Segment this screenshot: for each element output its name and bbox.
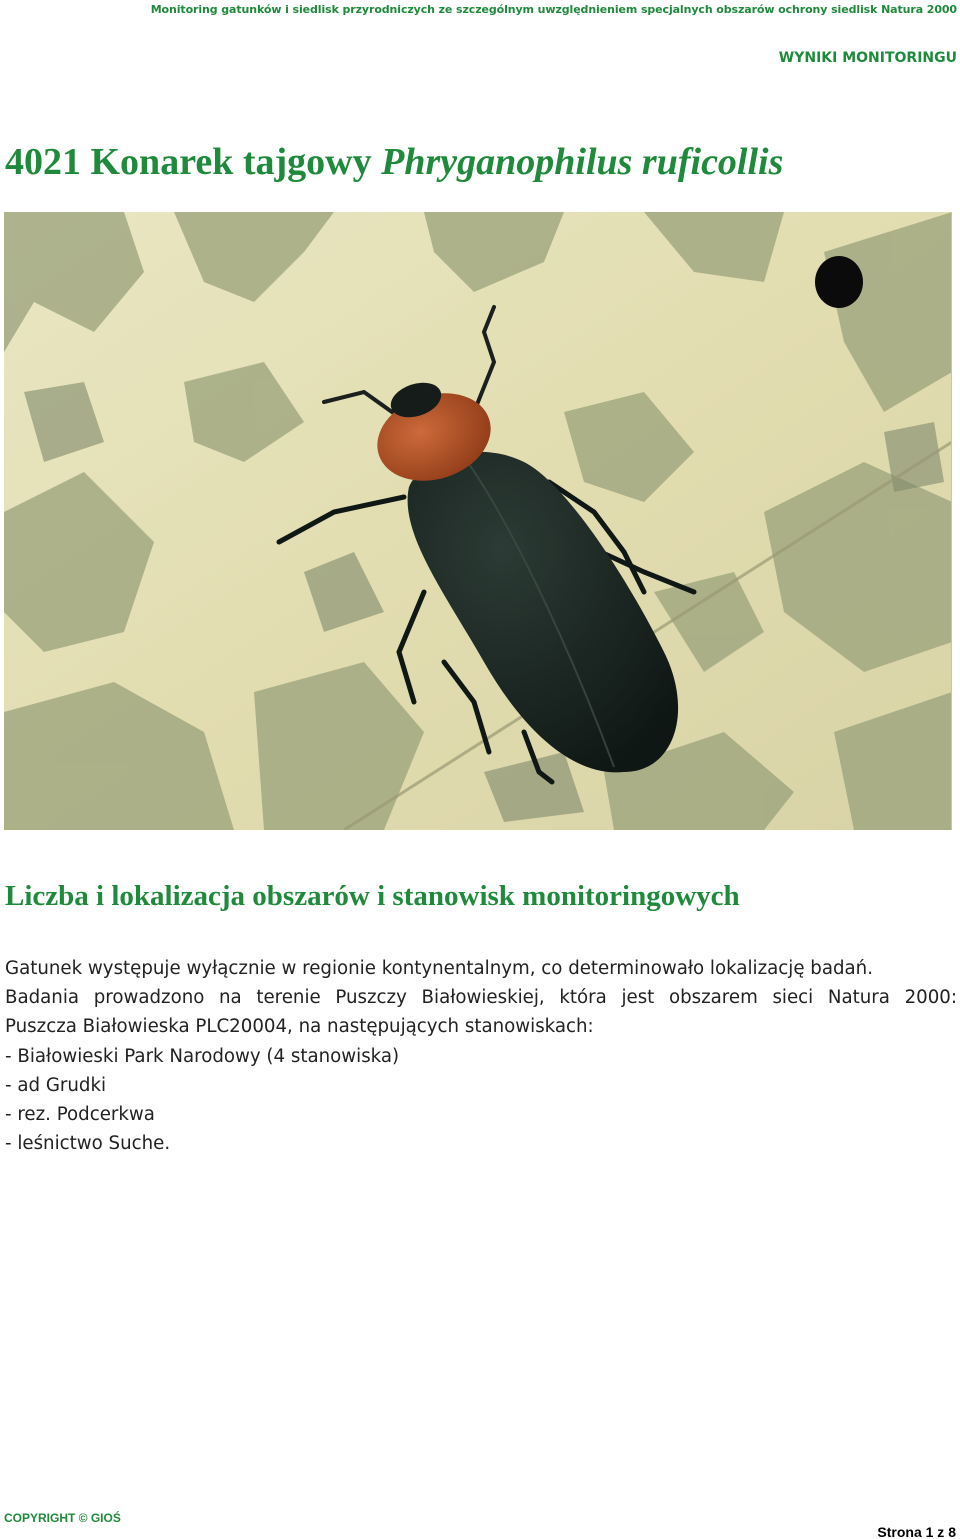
footer-copyright: COPYRIGHT © GIOŚ <box>4 1511 121 1525</box>
list-item: - leśnictwo Suche. <box>5 1133 171 1155</box>
paragraph-line: Gatunek występuje wyłącznie w regionie kontynentalnym, co determinowało lokalizację badań. <box>5 958 873 979</box>
paragraph-line: Puszcza Białowieska PLC20004, na następujących stanowiskach: <box>5 1016 594 1038</box>
list-item: - rez. Podcerkwa <box>5 1104 155 1126</box>
bore-hole <box>815 256 863 308</box>
paragraph-line: Badania prowadzono na terenie Puszczy Białowieskiej, która jest obszarem sieci Natura 2000: <box>5 987 957 1009</box>
list-item: - ad Grudki <box>5 1074 107 1096</box>
section-tag: WYNIKI MONITORINGU <box>778 50 957 66</box>
running-header: Monitoring gatunków i siedlisk przyrodniczych ze szczególnym uwzględnieniem specjalnych obszarów ochrony siedlisk Natura 2000 <box>150 3 957 16</box>
list-item: - Białowieski Park Narodowy (4 stanowiska) <box>5 1045 400 1067</box>
page-number: Strona 1 z 8 <box>877 1524 956 1539</box>
species-code-name: 4021 Konarek tajgowy <box>5 141 382 183</box>
beetle-photo-illustration <box>4 212 952 830</box>
beetle-photo <box>4 212 952 830</box>
species-latin-name: Phryganophilus ruficollis <box>381 141 784 183</box>
section-heading: Liczba i lokalizacja obszarów i stanowisk monitoringowych <box>5 880 740 912</box>
body-paragraph <box>5 954 957 1158</box>
document-title <box>5 140 783 184</box>
